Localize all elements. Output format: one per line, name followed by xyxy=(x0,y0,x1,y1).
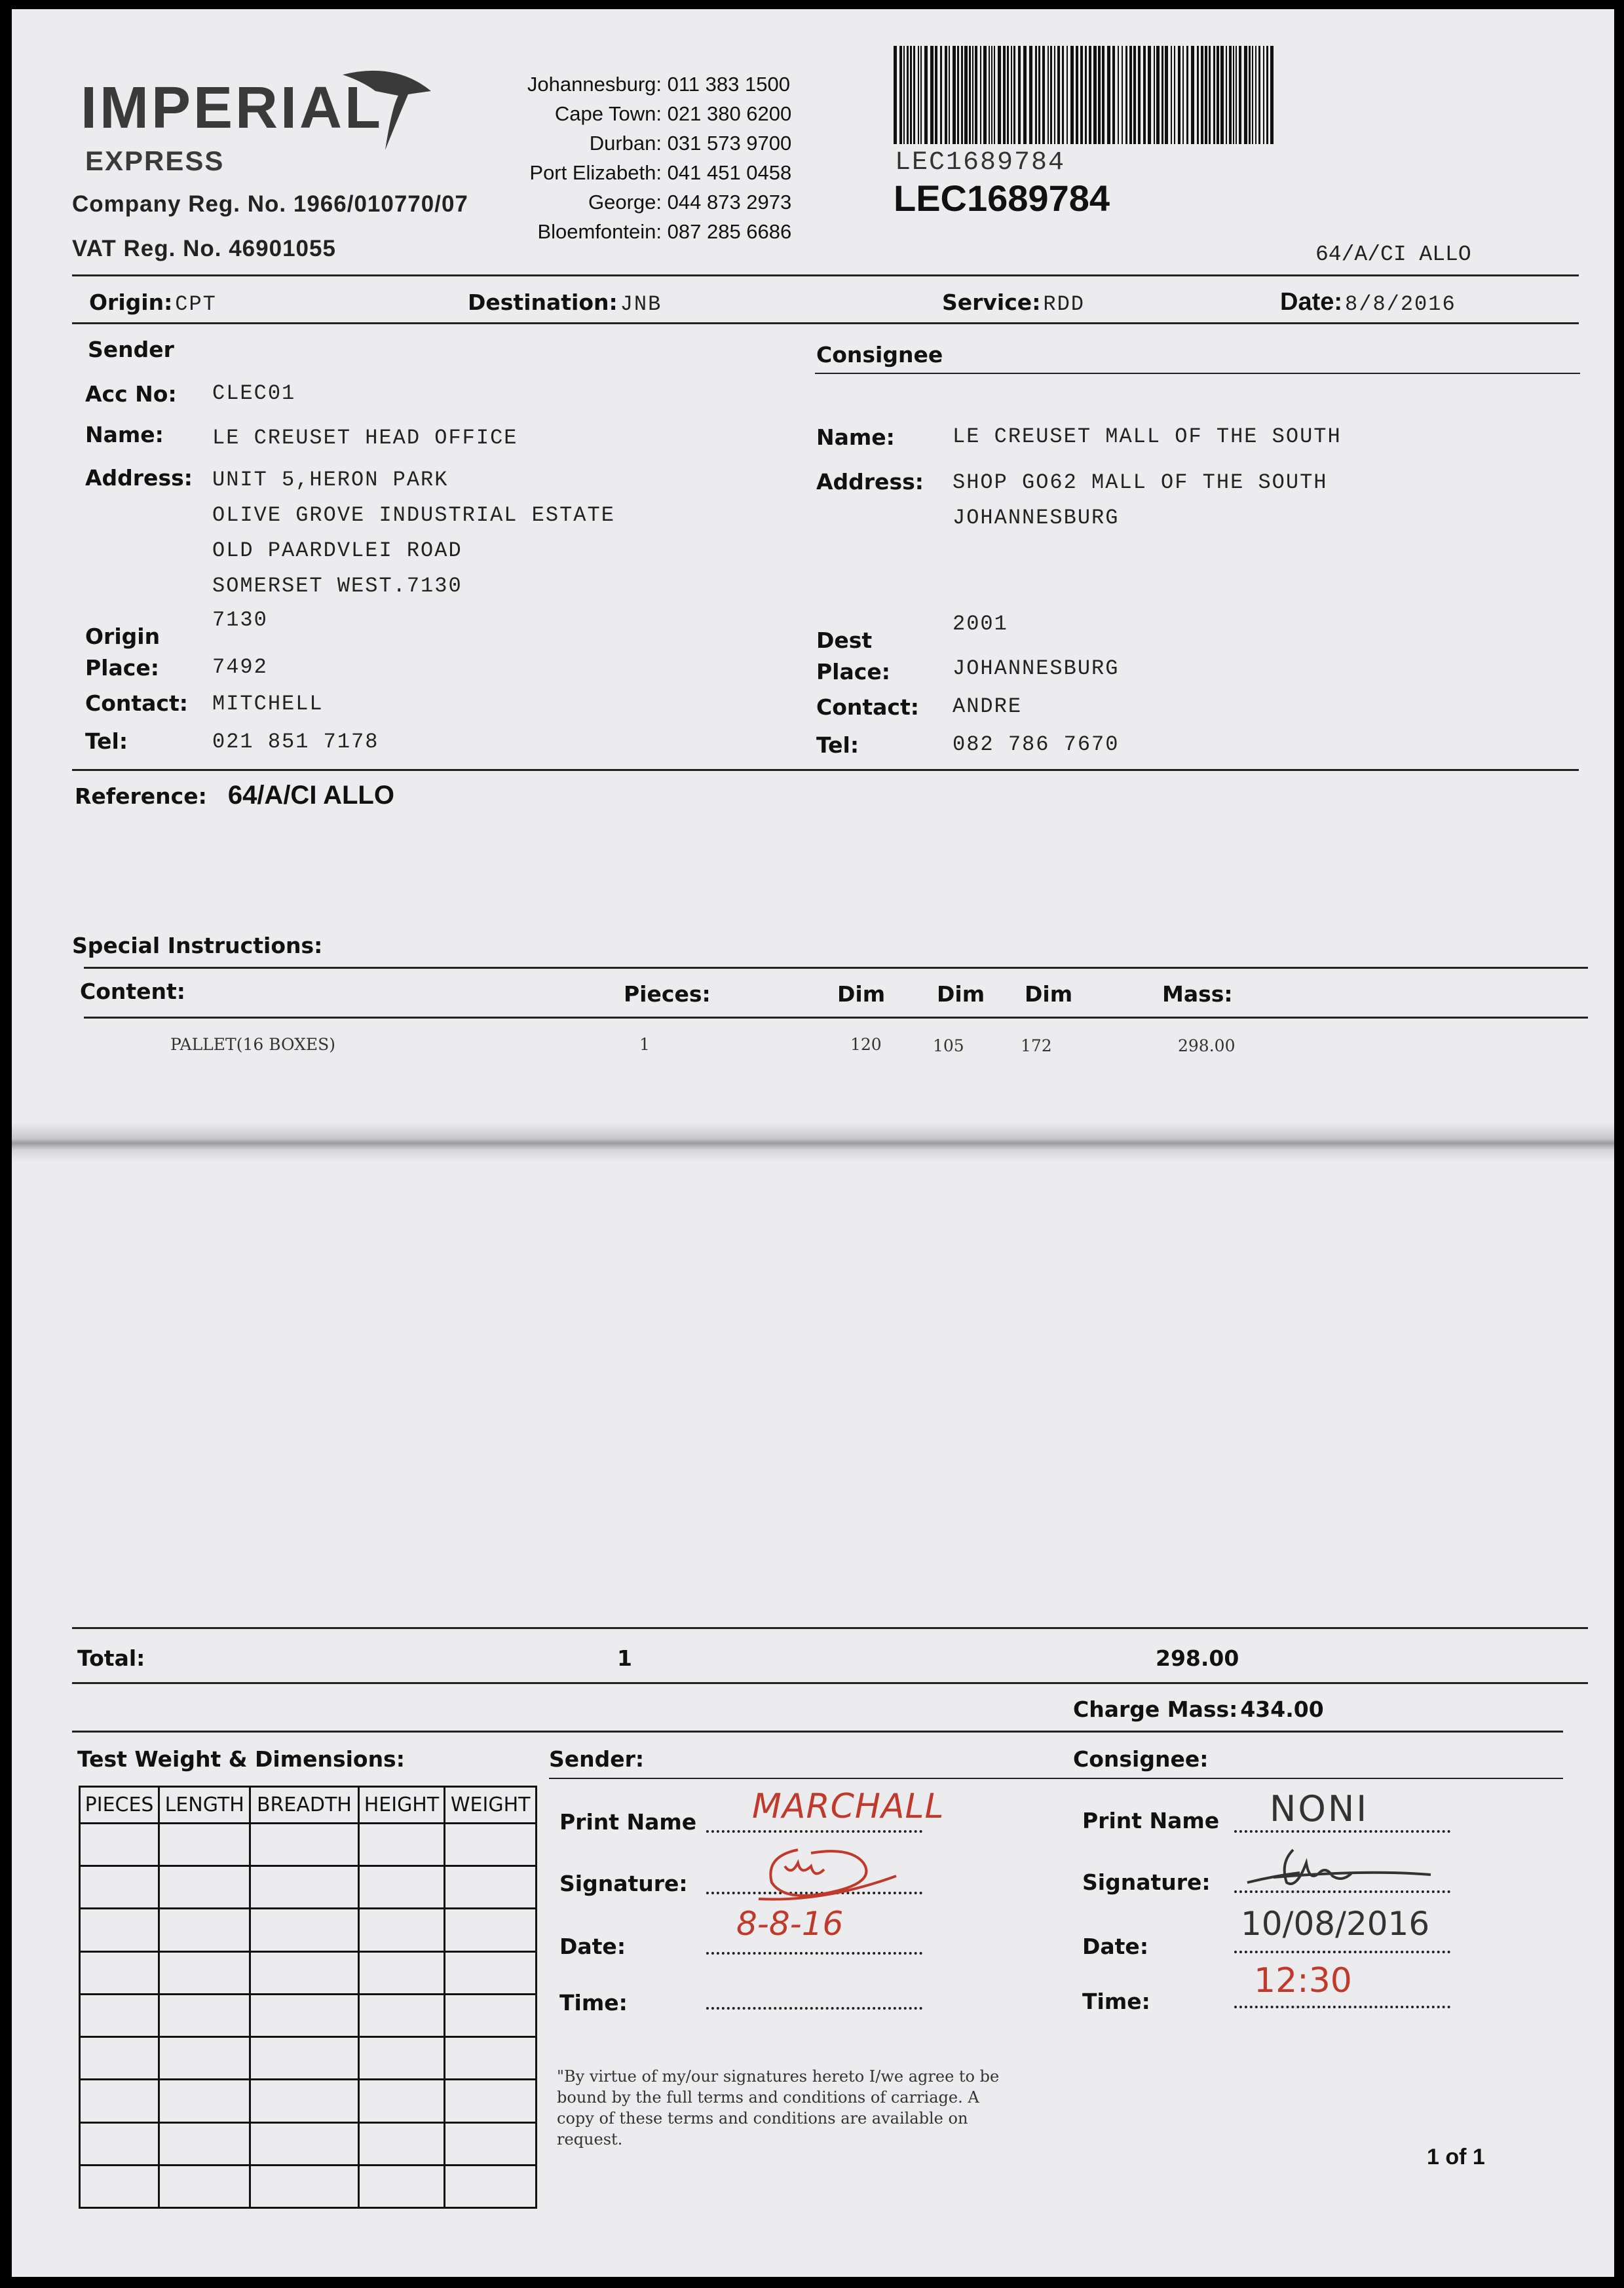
dest-place-label: Dest Place: xyxy=(816,628,890,685)
barcode-bar xyxy=(1148,46,1151,144)
grid-cell[interactable] xyxy=(250,1909,358,1951)
origin-place-label: Origin Place: xyxy=(85,624,161,681)
reference-field: Reference: 64/A/CI ALLO xyxy=(75,781,394,810)
sender-heading: Sender xyxy=(88,337,174,362)
barcode-bar xyxy=(1107,46,1110,144)
grid-cell[interactable] xyxy=(445,1909,537,1951)
grid-cell[interactable] xyxy=(250,1824,358,1866)
grid-cell[interactable] xyxy=(80,2037,159,2080)
sender-print-name-line[interactable] xyxy=(706,1830,922,1833)
grid-cell[interactable] xyxy=(159,2037,250,2080)
barcode-bar xyxy=(1156,46,1160,144)
barcode-bar xyxy=(969,46,971,144)
grid-cell[interactable] xyxy=(445,2037,537,2080)
barcode-bar xyxy=(1226,46,1227,144)
sender-signature-mark xyxy=(746,1837,903,1909)
barcode-bar xyxy=(1007,46,1009,144)
test-weight-heading: Test Weight & Dimensions: xyxy=(77,1746,405,1772)
dim2-header: Dim xyxy=(937,981,985,1007)
sender-address-line: 7130 xyxy=(212,608,268,632)
barcode-bar xyxy=(1048,46,1049,144)
barcode-bar xyxy=(975,46,977,144)
row-mass: 298.00 xyxy=(1178,1036,1236,1055)
dest-place-value: JOHANNESBURG xyxy=(953,656,1120,681)
barcode-bar xyxy=(994,46,995,144)
barcode-bar xyxy=(1249,46,1251,144)
grid-cell[interactable] xyxy=(358,1909,445,1951)
grid-cell[interactable] xyxy=(80,1994,159,2036)
barcode-bar xyxy=(1263,46,1264,144)
grid-cell[interactable] xyxy=(358,2122,445,2165)
mass-header: Mass: xyxy=(1162,981,1233,1007)
barcode-bar xyxy=(1122,46,1123,144)
sender-date-line[interactable] xyxy=(706,1952,922,1955)
barcode-bar xyxy=(910,46,912,144)
sender-tel-label: Tel: xyxy=(85,728,128,754)
consignee-time-handwritten: 12:30 xyxy=(1254,1961,1352,2000)
grid-cell[interactable] xyxy=(159,1909,250,1951)
sender-contact-label: Contact: xyxy=(85,690,188,716)
service-field: Service: RDD xyxy=(942,290,1085,316)
brand-sub: EXPRESS xyxy=(85,145,225,176)
consignee-time-line[interactable] xyxy=(1234,2006,1450,2008)
barcode-bar xyxy=(913,46,915,144)
grid-cell[interactable] xyxy=(159,1866,250,1909)
grid-cell[interactable] xyxy=(445,2165,537,2207)
barcode-bar xyxy=(1220,46,1224,144)
sender-print-name-label: Print Name xyxy=(559,1809,697,1835)
barcode-bar xyxy=(991,46,992,144)
grid-cell[interactable] xyxy=(358,2080,445,2122)
offices-list xyxy=(510,69,791,246)
row-content: PALLET(16 BOXES) xyxy=(170,1035,336,1054)
barcode-bar xyxy=(1209,46,1211,144)
sender-time-line[interactable] xyxy=(706,2007,922,2010)
barcode-bar xyxy=(1093,46,1097,144)
consignee-print-name-handwritten: NONI xyxy=(1270,1788,1369,1829)
barcode-bar xyxy=(1029,46,1032,144)
barcode-bar xyxy=(1191,46,1194,144)
sender-sign-heading: Sender: xyxy=(549,1746,645,1772)
waybill-number: LEC1689784 xyxy=(894,178,1110,219)
barcode-bar xyxy=(1085,46,1087,144)
office-row: Port Elizabeth: 041 451 0458 xyxy=(529,161,792,184)
barcode-bar xyxy=(1070,46,1074,144)
grid-row xyxy=(80,1909,537,1951)
grid-cell[interactable] xyxy=(159,1824,250,1866)
sender-address-line: OLIVE GROVE INDUSTRIAL ESTATE xyxy=(212,503,615,527)
office-row: Cape Town: 021 380 6200 xyxy=(554,102,792,125)
barcode-bar xyxy=(894,46,897,144)
barcode-bar xyxy=(1011,46,1012,144)
barcode-bar xyxy=(1129,46,1132,144)
sender-signature-label: Signature: xyxy=(559,1871,688,1896)
acc-no-label: Acc No: xyxy=(85,381,177,407)
barcode-bar xyxy=(1035,46,1037,144)
origin-field: Origin: CPT xyxy=(89,290,217,316)
grid-cell[interactable] xyxy=(250,1951,358,1994)
brand-name: IMPERIAL xyxy=(81,75,384,141)
grid-cell[interactable] xyxy=(159,1994,250,2036)
office-row: Durban: 031 573 9700 xyxy=(589,132,792,155)
page-number: 1 of 1 xyxy=(1427,2145,1485,2169)
barcode-bar xyxy=(1266,46,1268,144)
consignee-tel-label: Tel: xyxy=(816,732,859,758)
waybill-document xyxy=(12,9,1614,2277)
barcode-bar xyxy=(961,46,963,144)
barcode-bar xyxy=(1125,46,1127,144)
grid-row xyxy=(80,1866,537,1909)
barcode-bar xyxy=(1229,46,1232,144)
grid-cell[interactable] xyxy=(159,2122,250,2165)
barcode-bar xyxy=(953,46,956,144)
company-reg-no: Company Reg. No. 1966/010770/07 xyxy=(72,191,468,217)
grid-cell[interactable] xyxy=(250,1866,358,1909)
barcode-text: LEC1689784 xyxy=(895,148,1066,178)
barcode-bar xyxy=(903,46,905,144)
barcode-bar xyxy=(1233,46,1234,144)
grid-cell[interactable] xyxy=(445,1994,537,2036)
dim1-header: Dim xyxy=(837,981,886,1007)
grid-cell[interactable] xyxy=(80,2165,159,2207)
barcode-bar xyxy=(930,46,934,144)
barcode-bar xyxy=(1205,46,1207,144)
barcode-bar xyxy=(1213,46,1215,144)
barcode-bar xyxy=(1174,46,1175,144)
grid-cell[interactable] xyxy=(159,2165,250,2207)
sender-name-value: LE CREUSET HEAD OFFICE xyxy=(212,426,518,450)
grid-cell[interactable] xyxy=(80,1951,159,1994)
barcode-bar xyxy=(1098,46,1101,144)
barcode-bar xyxy=(1003,46,1006,144)
grid-header-pieces: PIECES xyxy=(80,1787,159,1824)
barcode-bar xyxy=(980,46,981,144)
sender-contact-value: MITCHELL xyxy=(212,692,324,716)
office-row: Bloemfontein: 087 285 6686 xyxy=(537,220,792,243)
grid-row xyxy=(80,2122,537,2165)
consignee-heading: Consignee xyxy=(816,342,943,367)
barcode-bar xyxy=(1252,46,1253,144)
barcode-bar xyxy=(983,46,987,144)
grid-cell[interactable] xyxy=(250,2165,358,2207)
sender-tel-value: 021 851 7178 xyxy=(212,730,379,754)
consignee-date-line[interactable] xyxy=(1234,1951,1450,1953)
sender-name-label: Name: xyxy=(85,422,164,447)
barcode-bar xyxy=(949,46,950,144)
grid-cell[interactable] xyxy=(80,1824,159,1866)
grid-row xyxy=(80,2080,537,2122)
grid-cell[interactable] xyxy=(250,1994,358,2036)
barcode-bar xyxy=(1201,46,1203,144)
barcode-bar xyxy=(1165,46,1168,144)
office-row: George: 044 873 2973 xyxy=(588,191,792,214)
dim3-header: Dim xyxy=(1025,981,1073,1007)
total-label: Total: xyxy=(77,1645,145,1671)
barcode-bar xyxy=(1062,46,1064,144)
barcode-bar xyxy=(998,46,1001,144)
date-field: Date: 8/8/2016 xyxy=(1280,288,1456,316)
barcode-bar xyxy=(1050,46,1052,144)
row-dim1: 120 xyxy=(850,1035,882,1054)
barcode-bar xyxy=(1013,46,1015,144)
grid-cell[interactable] xyxy=(159,2080,250,2122)
barcode-bar xyxy=(1178,46,1180,144)
pieces-header: Pieces: xyxy=(624,981,711,1007)
row-dim2: 105 xyxy=(933,1036,964,1055)
barcode-bar xyxy=(924,46,928,144)
barcode-bar xyxy=(1154,46,1155,144)
barcode-bar xyxy=(1182,46,1184,144)
barcode-bar xyxy=(1054,46,1055,144)
consignee-postcode: 2001 xyxy=(953,612,1008,636)
barcode-bar xyxy=(1018,46,1021,144)
barcode-bar xyxy=(1186,46,1188,144)
special-instructions-label: Special Instructions: xyxy=(72,933,323,958)
barcode-bar xyxy=(1076,46,1078,144)
barcode-bar xyxy=(920,46,922,144)
grid-row xyxy=(80,1824,537,1866)
barcode-bar xyxy=(1057,46,1060,144)
total-mass: 298.00 xyxy=(1156,1645,1239,1671)
consignee-contact-value: ANDRE xyxy=(953,694,1023,719)
barcode-bar xyxy=(1171,46,1172,144)
sender-print-name-handwritten: MARCHALL xyxy=(752,1787,945,1826)
grid-header-breadth: BREADTH xyxy=(250,1787,358,1824)
barcode-bar xyxy=(918,46,919,144)
acc-no-value: CLEC01 xyxy=(212,381,296,405)
grid-header-height: HEIGHT xyxy=(358,1787,445,1824)
grid-cell[interactable] xyxy=(250,2122,358,2165)
sender-address-line: UNIT 5,HERON PARK xyxy=(212,468,449,492)
imperial-swoosh-icon xyxy=(336,55,441,153)
barcode-bar xyxy=(907,46,909,144)
consignee-print-name-line[interactable] xyxy=(1234,1830,1450,1833)
barcode-bar xyxy=(1023,46,1027,144)
grid-cell[interactable] xyxy=(80,2080,159,2122)
grid-cell[interactable] xyxy=(445,2080,537,2122)
barcode-bar xyxy=(1138,46,1141,144)
barcode-bar xyxy=(1244,46,1247,144)
barcode-bar xyxy=(1080,46,1083,144)
barcode-bar xyxy=(972,46,973,144)
grid-cell[interactable] xyxy=(250,2080,358,2122)
barcode-bar xyxy=(940,46,942,144)
barcode-bar xyxy=(1197,46,1199,144)
consignee-print-name-label: Print Name xyxy=(1082,1808,1220,1833)
grid-cell[interactable] xyxy=(358,1824,445,1866)
grid-cell[interactable] xyxy=(445,1951,537,1994)
barcode-bar xyxy=(1038,46,1040,144)
consignee-time-label: Time: xyxy=(1082,1989,1150,2014)
barcode-bar xyxy=(1112,46,1115,144)
grid-header-row xyxy=(80,1787,537,1824)
barcode-bar xyxy=(1270,46,1274,144)
grid-row xyxy=(80,2165,537,2207)
barcode-bar xyxy=(989,46,990,144)
grid-cell[interactable] xyxy=(358,1994,445,2036)
consignee-signature-label: Signature: xyxy=(1082,1869,1211,1895)
grid-cell[interactable] xyxy=(159,1951,250,1994)
barcode-bar xyxy=(899,46,902,144)
consignee-date-handwritten: 10/08/2016 xyxy=(1241,1905,1430,1943)
grid-row xyxy=(80,1994,537,2036)
charge-mass-field: Charge Mass: 434.00 xyxy=(1073,1697,1324,1722)
sender-time-label: Time: xyxy=(559,1990,628,2016)
total-pieces: 1 xyxy=(617,1645,632,1671)
barcode-bar xyxy=(1067,46,1068,144)
grid-cell[interactable] xyxy=(250,2037,358,2080)
consignee-address-label: Address: xyxy=(816,469,924,495)
grid-cell[interactable] xyxy=(80,2122,159,2165)
consignee-signature-mark xyxy=(1234,1837,1444,1902)
grid-header-length: LENGTH xyxy=(159,1787,250,1824)
consignee-name-label: Name: xyxy=(816,424,895,450)
grid-row xyxy=(80,1951,537,1994)
sender-address-line: OLD PAARDVLEI ROAD xyxy=(212,538,463,563)
barcode-bar xyxy=(1217,46,1219,144)
barcode-bar xyxy=(1161,46,1163,144)
consignee-address-line: JOHANNESBURG xyxy=(953,506,1120,530)
grid-cell[interactable] xyxy=(358,1951,445,1994)
consignee-date-label: Date: xyxy=(1082,1934,1149,1959)
grid-cell[interactable] xyxy=(445,1866,537,1909)
consignee-name-value: LE CREUSET MALL OF THE SOUTH xyxy=(953,424,1342,449)
barcode-bar xyxy=(957,46,959,144)
sender-address-line: SOMERSET WEST.7130 xyxy=(212,574,463,598)
barcode-bar xyxy=(935,46,937,144)
consignee-tel-value: 082 786 7670 xyxy=(953,732,1120,757)
barcode-bar xyxy=(964,46,968,144)
consignee-address-line: SHOP GO62 MALL OF THE SOUTH xyxy=(953,470,1328,495)
origin-place-value: 7492 xyxy=(212,655,268,679)
test-weight-grid xyxy=(79,1786,537,2209)
consignee-sign-heading: Consignee: xyxy=(1073,1746,1209,1772)
barcode xyxy=(894,46,1276,151)
sender-address-label: Address: xyxy=(85,465,193,491)
barcode-bar xyxy=(1133,46,1136,144)
barcode-bar xyxy=(1042,46,1045,144)
sender-date-handwritten: 8-8-16 xyxy=(736,1905,844,1943)
grid-row xyxy=(80,2037,537,2080)
terms-text: "By virtue of my/our signatures hereto I/we agree to be bound by the full terms and conditions of carriage. A copy of these terms and conditions are available on request. xyxy=(557,2067,1000,2148)
barcode-bar xyxy=(1239,46,1241,144)
grid-cell[interactable] xyxy=(445,1824,537,1866)
grid-cell[interactable] xyxy=(358,2165,445,2207)
grid-cell[interactable] xyxy=(445,2122,537,2165)
grid-header-weight: WEIGHT xyxy=(445,1787,537,1824)
grid-cell[interactable] xyxy=(358,2037,445,2080)
office-row: Johannesburg: 011 383 1500 xyxy=(527,73,790,96)
consignee-contact-label: Contact: xyxy=(816,694,919,720)
barcode-bar xyxy=(1102,46,1105,144)
barcode-bar xyxy=(1258,46,1260,144)
content-header: Content: xyxy=(80,979,186,1004)
barcode-bar xyxy=(1143,46,1146,144)
grid-cell[interactable] xyxy=(80,1909,159,1951)
barcode-bar xyxy=(1089,46,1091,144)
barcode-bar xyxy=(1236,46,1237,144)
top-reference: 64/A/CI ALLO xyxy=(1315,242,1471,267)
sender-date-label: Date: xyxy=(559,1934,626,1959)
row-dim3: 172 xyxy=(1021,1036,1052,1055)
grid-cell[interactable] xyxy=(358,1866,445,1909)
barcode-bar xyxy=(1255,46,1256,144)
row-pieces: 1 xyxy=(639,1035,650,1054)
barcode-bar xyxy=(1118,46,1119,144)
grid-cell[interactable] xyxy=(80,1866,159,1909)
destination-field: Destination: JNB xyxy=(468,290,662,316)
vat-reg-no: VAT Reg. No. 46901055 xyxy=(72,236,336,261)
paper-fold xyxy=(12,1123,1614,1162)
barcode-bar xyxy=(945,46,947,144)
